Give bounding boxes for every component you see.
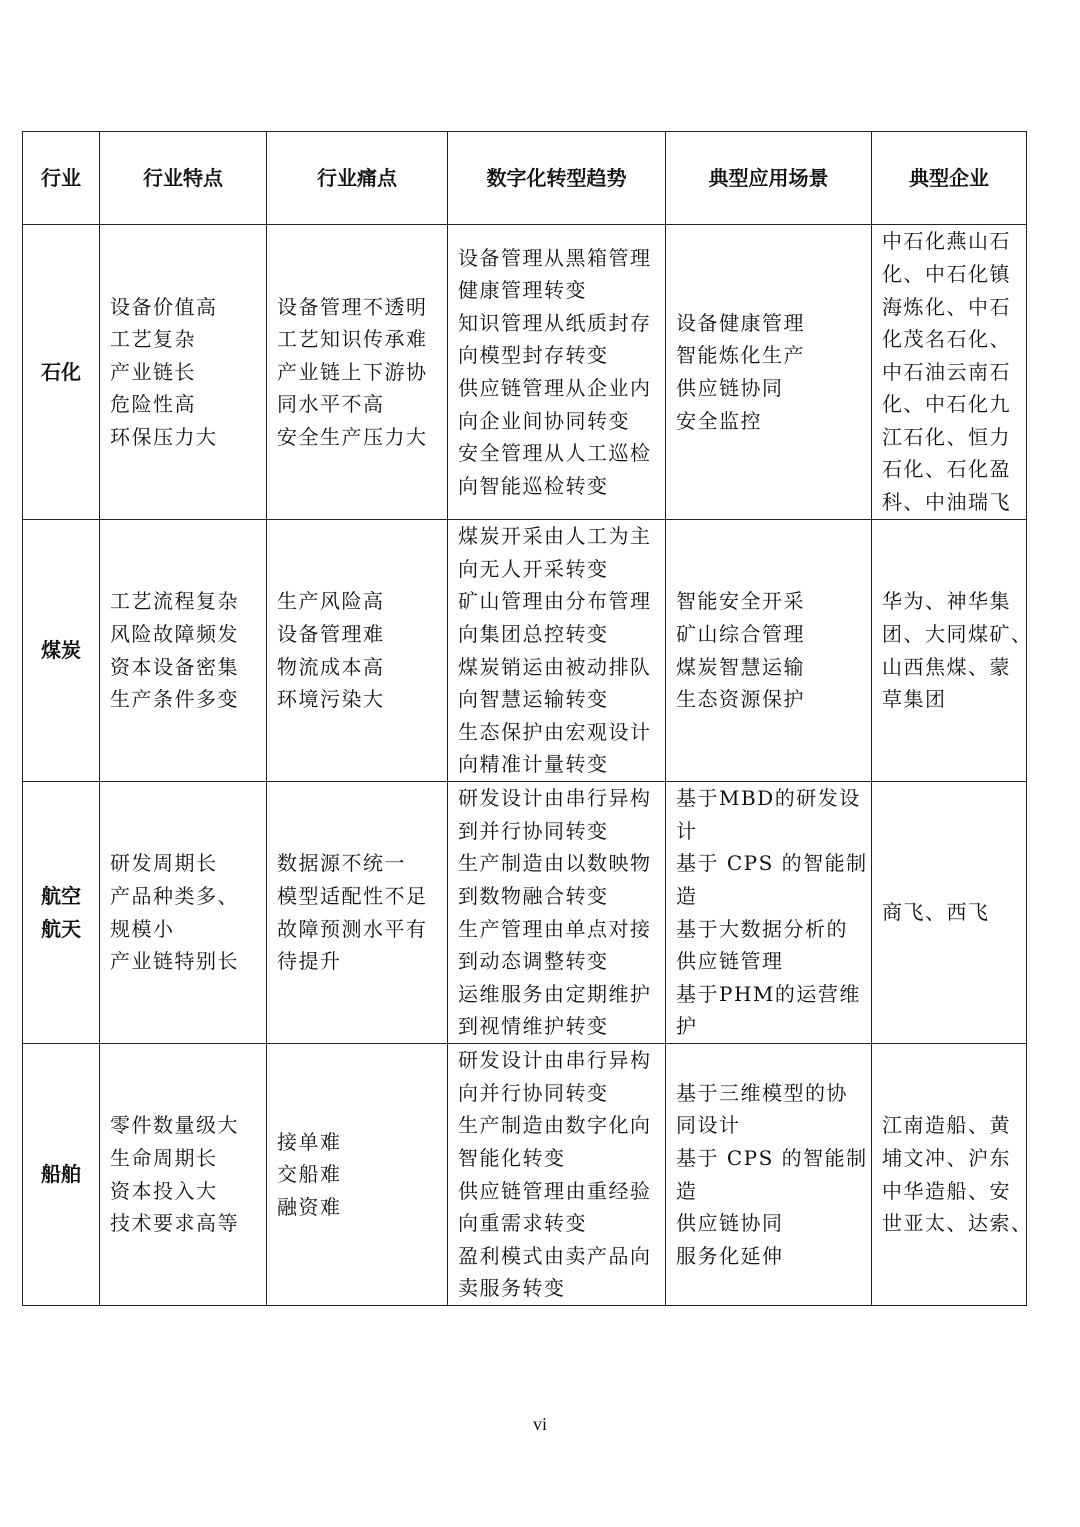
page-number: vi	[532, 1414, 547, 1434]
cell-line: 盈利模式由卖产品向	[458, 1243, 652, 1268]
cell-line: 矿山综合管理	[676, 621, 805, 646]
cell-line: 向并行协同转变	[458, 1080, 609, 1105]
cell-line: 航空	[41, 883, 81, 908]
cell-line: 中石化燕山石	[882, 229, 1011, 254]
cell-line: 产业链特别长	[110, 949, 239, 974]
cell-line: 危险性高	[110, 392, 196, 417]
cell-line: 设备健康管理	[676, 310, 805, 335]
cell-line: 中华造船、安	[882, 1178, 1011, 1203]
cell-line: 化、中石化九	[882, 392, 1011, 417]
cell-line: 故障预测水平有	[277, 916, 428, 941]
cell-line: 生态资源保护	[676, 687, 805, 712]
cell-line: 零件数量级大	[110, 1113, 239, 1138]
cell-line: 科、中油瑞飞	[882, 490, 1011, 515]
enterprises-cell	[872, 520, 1033, 782]
cell-line: 安全管理从人工巡检	[458, 441, 652, 466]
cell-line: 服务化延伸	[676, 1243, 784, 1268]
cell-line: 供应链管理由重经验	[458, 1178, 652, 1203]
cell-line: 研发设计由串行异构	[458, 1048, 652, 1073]
scenarios-cell	[666, 520, 872, 782]
cell-line: 煤炭开采由人工为主	[458, 524, 652, 549]
cell-line: 造	[676, 1178, 698, 1203]
cell-line: 研发设计由串行异构	[458, 786, 652, 811]
pain-points-cell	[267, 225, 448, 520]
cell-line: 向智慧运输转变	[458, 687, 609, 712]
cell-line: 工艺流程复杂	[110, 589, 239, 614]
cell-line: 物流成本高	[277, 654, 385, 679]
cell-line: 工艺复杂	[110, 327, 196, 352]
cell-line: 世亚太、达索、	[882, 1211, 1033, 1236]
cell-line: 矿山管理由分布管理	[458, 589, 652, 614]
industry-cell	[23, 520, 100, 782]
cell-line: 煤炭智慧运输	[676, 654, 805, 679]
cell-line: 设备管理不透明	[277, 294, 428, 319]
cell-line: 健康管理转变	[458, 278, 587, 303]
cell-line: 山西焦煤、蒙	[882, 654, 1011, 679]
cell-line: 造	[676, 883, 698, 908]
cell-line: 融资难	[277, 1194, 342, 1219]
cell-line: 航天	[41, 916, 81, 941]
cell-line: 向重需求转变	[458, 1211, 587, 1236]
cell-line: 生产管理由单点对接	[458, 916, 652, 941]
cell-line: 卖服务转变	[458, 1276, 566, 1301]
cell-line: 江南造船、黄	[882, 1113, 1011, 1138]
scenarios-cell	[666, 225, 872, 520]
header-enterprises: 典型企业	[872, 132, 1027, 225]
header-scenarios: 典型应用场景	[666, 132, 872, 225]
cell-line: 风险故障频发	[110, 621, 239, 646]
cell-line: 设备管理难	[277, 621, 385, 646]
cell-line: 向企业间协同转变	[458, 408, 630, 433]
enterprises-cell	[872, 1044, 1033, 1306]
table-header-row	[23, 132, 1027, 225]
cell-line: 交船难	[277, 1162, 342, 1187]
cell-line: 待提升	[277, 949, 342, 974]
pain-points-cell	[267, 520, 448, 782]
cell-line: 运维服务由定期维护	[458, 981, 652, 1006]
trends-cell	[448, 782, 666, 1044]
cell-line: 船舶	[41, 1162, 81, 1187]
cell-line: 中石油云南石	[882, 359, 1011, 384]
cell-line: 环境污染大	[277, 687, 385, 712]
cell-line: 到数物融合转变	[458, 883, 609, 908]
cell-line: 智能安全开采	[676, 589, 805, 614]
trends-cell	[448, 1044, 666, 1306]
cell-line: 化、中石化镇	[882, 261, 1011, 286]
cell-line: 生态保护由宏观设计	[458, 719, 652, 744]
header-pain-points: 行业痛点	[267, 132, 448, 225]
cell-line: 草集团	[882, 687, 947, 712]
cell-line: 生命周期长	[110, 1145, 218, 1170]
industry-cell	[23, 782, 100, 1044]
cell-line: 产业链长	[110, 359, 196, 384]
features-cell	[100, 1044, 267, 1306]
cell-line: 设备管理从黑箱管理	[458, 245, 652, 270]
pain-points-cell	[267, 1044, 448, 1306]
cell-line: 商飞、西飞	[882, 900, 990, 925]
table-row	[23, 520, 1027, 782]
header-trends: 数字化转型趋势	[448, 132, 666, 225]
cell-line: 产品种类多、	[110, 883, 239, 908]
scenarios-cell	[666, 782, 872, 1044]
cell-line: 向智能巡检转变	[458, 473, 609, 498]
table-row	[23, 782, 1027, 1044]
cell-line: 向精准计量转变	[458, 752, 609, 777]
cell-line: 基于 CPS 的智能制	[676, 851, 868, 876]
enterprises-cell	[872, 782, 1027, 1044]
cell-line: 计	[676, 818, 698, 843]
cell-line: 江石化、恒力	[882, 424, 1011, 449]
features-cell	[100, 782, 267, 1044]
trends-cell	[448, 225, 666, 520]
cell-line: 基于 CPS 的智能制	[676, 1145, 868, 1170]
cell-line: 生产制造由数字化向	[458, 1113, 652, 1138]
cell-line: 研发周期长	[110, 851, 218, 876]
cell-line: 工艺知识传承难	[277, 327, 428, 352]
cell-line: 煤炭	[41, 638, 81, 663]
industry-table	[22, 131, 1033, 1306]
cell-line: 向集团总控转变	[458, 621, 609, 646]
table-row	[23, 225, 1027, 520]
cell-line: 模型适配性不足	[277, 883, 428, 908]
cell-line: 同设计	[676, 1113, 741, 1138]
cell-line: 知识管理从纸质封存	[458, 310, 652, 335]
cell-line: 智能化转变	[458, 1145, 566, 1170]
cell-line: 供应链管理从企业内	[458, 376, 652, 400]
industry-cell	[23, 1044, 100, 1306]
cell-line: 护	[676, 1014, 698, 1039]
table-row	[23, 1044, 1027, 1306]
cell-line: 供应链管理	[676, 949, 784, 974]
cell-line: 向无人开采转变	[458, 556, 609, 581]
cell-line: 供应链协同	[676, 376, 784, 400]
cell-line: 基于MBD的研发设	[676, 786, 861, 811]
header-industry: 行业	[23, 132, 100, 225]
cell-line: 石化、石化盈	[882, 457, 1011, 482]
cell-line: 基于PHM的运营维	[676, 981, 861, 1006]
cell-line: 同水平不高	[277, 392, 385, 417]
cell-line: 安全生产压力大	[277, 424, 428, 449]
enterprises-cell	[872, 225, 1027, 520]
cell-line: 接单难	[277, 1129, 342, 1154]
cell-line: 生产制造由以数映物	[458, 851, 652, 876]
cell-line: 到视情维护转变	[458, 1014, 609, 1039]
cell-line: 产业链上下游协	[277, 359, 428, 384]
cell-line: 到动态调整转变	[458, 949, 609, 974]
cell-line: 化茂名石化、	[882, 327, 1011, 352]
cell-line: 华为、神华集	[882, 589, 1011, 614]
cell-line: 安全监控	[676, 408, 762, 433]
cell-line: 生产条件多变	[110, 687, 239, 712]
features-cell	[100, 225, 267, 520]
cell-line: 规模小	[110, 916, 175, 941]
cell-line: 埔文冲、沪东	[882, 1145, 1011, 1170]
cell-line: 生产风险高	[277, 589, 385, 614]
cell-line: 到并行协同转变	[458, 818, 609, 843]
pain-points-cell	[267, 782, 448, 1044]
cell-line: 设备价值高	[110, 294, 218, 319]
cell-line: 数据源不统一	[277, 851, 406, 876]
cell-line: 向模型封存转变	[458, 343, 609, 368]
cell-line: 煤炭销运由被动排队	[458, 654, 652, 679]
cell-line: 供应链协同	[676, 1211, 784, 1236]
cell-line: 海炼化、中石	[882, 294, 1011, 319]
features-cell	[100, 520, 267, 782]
cell-line: 资本设备密集	[110, 654, 239, 679]
cell-line: 技术要求高等	[110, 1211, 239, 1236]
cell-line: 智能炼化生产	[676, 343, 805, 368]
cell-line: 石化	[41, 359, 81, 384]
scenarios-cell	[666, 1044, 872, 1306]
cell-line: 基于大数据分析的	[676, 916, 848, 941]
cell-line: 资本投入大	[110, 1178, 218, 1203]
trends-cell	[448, 520, 666, 782]
cell-line: 环保压力大	[110, 424, 218, 449]
header-features: 行业特点	[100, 132, 267, 225]
cell-line: 团、大同煤矿、	[882, 621, 1033, 646]
cell-line: 基于三维模型的协	[676, 1080, 848, 1105]
industry-cell	[23, 225, 100, 520]
